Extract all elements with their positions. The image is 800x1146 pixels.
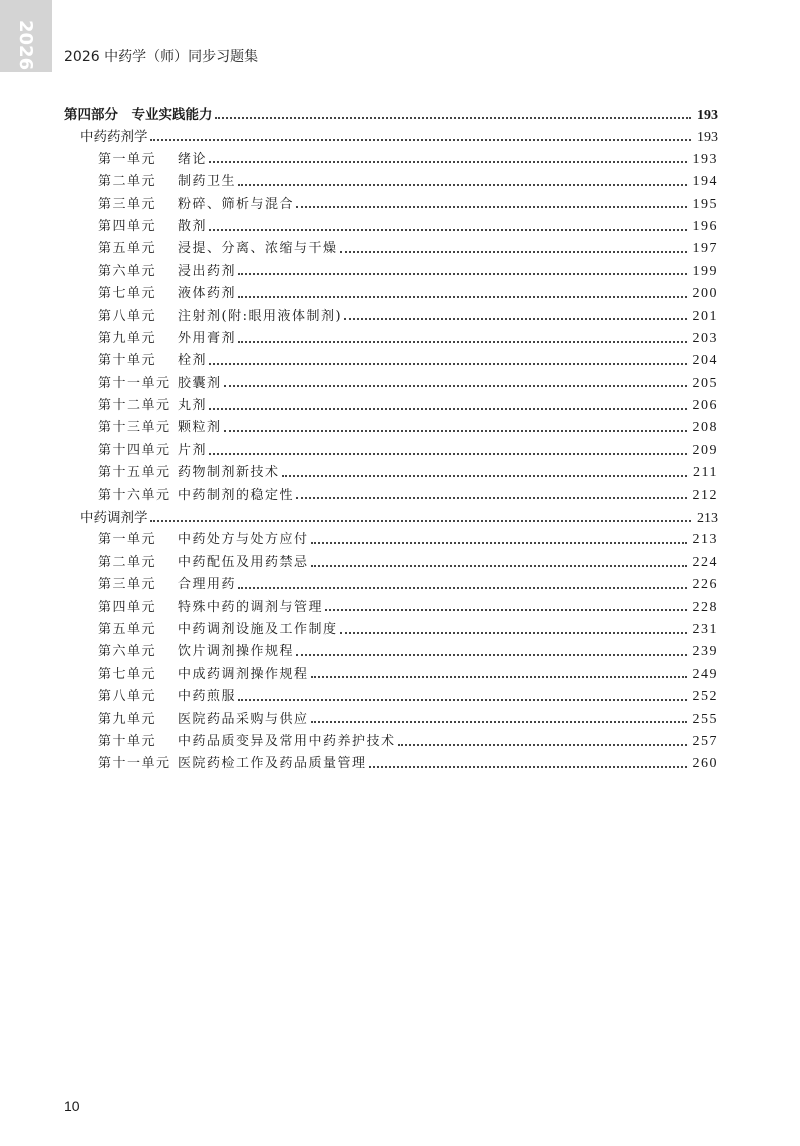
toc-entry-unit[interactable] [64,306,718,328]
toc-entry-unit[interactable] [64,462,718,484]
toc-entry-unit[interactable] [64,194,718,216]
dot-leader [369,765,687,768]
toc-entry-unit[interactable] [64,529,718,551]
toc-entry-unit[interactable] [64,238,718,260]
toc-entry-title: 制药卫生 [178,174,237,190]
toc-page-number: 204 [692,353,718,369]
dot-leader [209,228,686,231]
dot-leader [238,698,686,701]
toc-entry-title: 粉碎、筛析与混合 [178,196,295,212]
toc-entry-unit[interactable] [64,574,718,596]
toc-entry-title: 中药药剂学 [80,129,148,146]
toc-entry-unit[interactable] [64,440,718,462]
toc-page-number: 255 [692,711,718,727]
toc-entry-title: 特殊中药的调剂与管理 [178,599,324,615]
toc-entry-title: 丸剂 [178,398,208,414]
toc-entry-unit[interactable] [64,597,718,619]
toc-page-number: 239 [692,644,718,660]
dot-leader [238,272,686,275]
toc-entry-title: 散剂 [178,218,208,234]
toc-page-number: 195 [692,196,718,212]
toc-page-number: 231 [692,621,718,637]
dot-leader [238,295,686,298]
toc-entry-title: 饮片调剂操作规程 [178,644,295,660]
toc-unit-label: 第八单元 [98,689,157,705]
toc-page-number: 193 [697,130,718,146]
toc-unit-label: 第三单元 [98,577,157,593]
toc-entry-part[interactable] [64,104,718,126]
toc-unit-label: 第十单元 [98,733,157,749]
toc-unit-label: 第十六单元 [98,487,171,503]
toc-entry-title: 绪论 [178,151,208,167]
dot-leader [311,720,687,723]
dot-leader [325,608,686,611]
dot-leader [238,586,686,589]
toc-entry-section[interactable] [64,507,718,529]
toc-entry-unit[interactable] [64,149,718,171]
toc-page-number: 260 [692,756,718,772]
toc-entry-title: 医院药品采购与供应 [178,711,309,727]
toc-entry-title: 医院药检工作及药品质量管理 [178,756,367,772]
toc-unit-label: 第七单元 [98,666,157,682]
toc-entry-unit[interactable] [64,216,718,238]
toc-page-number: 199 [692,263,718,279]
toc-entry-unit[interactable] [64,417,718,439]
dot-leader [209,362,686,365]
toc-page-number: 200 [692,286,718,302]
toc-unit-label: 第十五单元 [98,465,171,481]
toc-unit-label: 第十一单元 [98,756,171,772]
page-number: 10 [64,1098,80,1114]
toc-entry-title: 注射剂(附:眼用液体制剂) [178,308,343,324]
dot-leader [296,496,686,499]
dot-leader [209,160,686,163]
toc-entry-title: 浸提、分离、浓缩与干燥 [178,241,338,257]
toc-entry-title: 药物制剂新技术 [178,465,280,481]
toc-page-number: 249 [692,666,718,682]
toc-entry-title: 中药煎服 [178,689,237,705]
dot-leader [238,340,686,343]
toc-entry-title: 第四部分 专业实践能力 [64,107,213,123]
dot-leader [224,429,687,432]
year-tab [0,0,52,72]
toc-entry-unit[interactable] [64,283,718,305]
toc-page-number: 212 [692,487,718,503]
toc-entry-title: 中药调剂学 [80,510,148,527]
dot-leader [340,631,687,634]
toc-unit-label: 第二单元 [98,174,157,190]
toc-unit-label: 第七单元 [98,286,157,302]
toc-page-number: 209 [692,442,718,458]
toc-page-number: 228 [692,599,718,615]
dot-leader [311,675,687,678]
toc-entry-unit[interactable] [64,261,718,283]
toc-page-number: 206 [692,398,718,414]
toc-entry-unit[interactable] [64,350,718,372]
toc-unit-label: 第六单元 [98,644,157,660]
dot-leader [150,519,692,522]
toc-page-number: 224 [692,554,718,570]
toc-entry-title: 颗粒剂 [178,420,222,436]
toc-entry-title: 外用膏剂 [178,330,237,346]
toc-page-number: 252 [692,689,718,705]
table-of-contents [64,104,718,776]
toc-unit-label: 第九单元 [98,711,157,727]
dot-leader [209,452,686,455]
dot-leader [311,541,687,544]
toc-entry-unit[interactable] [64,753,718,775]
toc-entry-title: 中成药调剂操作规程 [178,666,309,682]
toc-unit-label: 第十单元 [98,353,157,369]
toc-page-number: 213 [697,511,718,527]
dot-leader [344,317,686,320]
toc-entry-section[interactable] [64,126,718,148]
toc-page-number: 257 [692,733,718,749]
toc-entry-unit[interactable] [64,619,718,641]
toc-unit-label: 第一单元 [98,151,157,167]
toc-page-number: 197 [692,241,718,257]
toc-page-number: 213 [692,532,718,548]
toc-entry-unit[interactable] [64,664,718,686]
toc-entry-unit[interactable] [64,731,718,753]
toc-entry-title: 液体药剂 [178,286,237,302]
dot-leader [282,474,688,477]
dot-leader [340,250,687,253]
toc-entry-title: 中药处方与处方应付 [178,532,309,548]
toc-unit-label: 第十三单元 [98,420,171,436]
toc-entry-unit[interactable] [64,552,718,574]
toc-entry-title: 片剂 [178,442,208,458]
toc-page-number: 208 [692,420,718,436]
toc-page-number: 226 [692,577,718,593]
toc-page-number: 201 [692,308,718,324]
toc-unit-label: 第四单元 [98,599,157,615]
toc-page-number: 211 [693,465,718,481]
toc-unit-label: 第五单元 [98,241,157,257]
toc-page-number: 205 [692,375,718,391]
toc-unit-label: 第三单元 [98,196,157,212]
dot-leader [215,116,692,119]
toc-unit-label: 第五单元 [98,621,157,637]
toc-entry-title: 浸出药剂 [178,263,237,279]
toc-entry-unit[interactable] [64,641,718,663]
toc-unit-label: 第十一单元 [98,375,171,391]
toc-entry-unit[interactable] [64,686,718,708]
toc-entry-unit[interactable] [64,709,718,731]
toc-entry-title: 中药配伍及用药禁忌 [178,554,309,570]
toc-entry-title: 中药品质变异及常用中药养护技术 [178,733,396,749]
dot-leader [238,183,686,186]
toc-unit-label: 第十四单元 [98,442,171,458]
toc-entry-title: 中药调剂设施及工作制度 [178,621,338,637]
toc-unit-label: 第九单元 [98,330,157,346]
toc-entry-unit[interactable] [64,373,718,395]
toc-entry-title: 胶囊剂 [178,375,222,391]
toc-entry-title: 中药制剂的稳定性 [178,487,295,503]
dot-leader [398,743,687,746]
toc-page-number: 203 [692,330,718,346]
year-tab-label: 2026 [15,20,36,71]
running-head: 2026 中药学（师）同步习题集 [64,49,259,65]
dot-leader [224,384,687,387]
dot-leader [150,138,692,141]
toc-entry-title: 栓剂 [178,353,208,369]
toc-entry-unit[interactable] [64,395,718,417]
toc-entry-title: 合理用药 [178,577,237,593]
toc-entry-unit[interactable] [64,328,718,350]
dot-leader [311,564,687,567]
dot-leader [296,205,686,208]
toc-page-number: 194 [692,174,718,190]
toc-unit-label: 第四单元 [98,218,157,234]
toc-unit-label: 第二单元 [98,554,157,570]
toc-entry-unit[interactable] [64,485,718,507]
dot-leader [296,653,686,656]
toc-unit-label: 第十二单元 [98,398,171,414]
toc-unit-label: 第六单元 [98,263,157,279]
toc-page-number: 196 [692,218,718,234]
toc-unit-label: 第一单元 [98,532,157,548]
toc-page-number: 193 [697,108,718,123]
toc-unit-label: 第八单元 [98,308,157,324]
toc-page-number: 193 [692,151,718,167]
toc-entry-unit[interactable] [64,171,718,193]
dot-leader [209,407,686,410]
